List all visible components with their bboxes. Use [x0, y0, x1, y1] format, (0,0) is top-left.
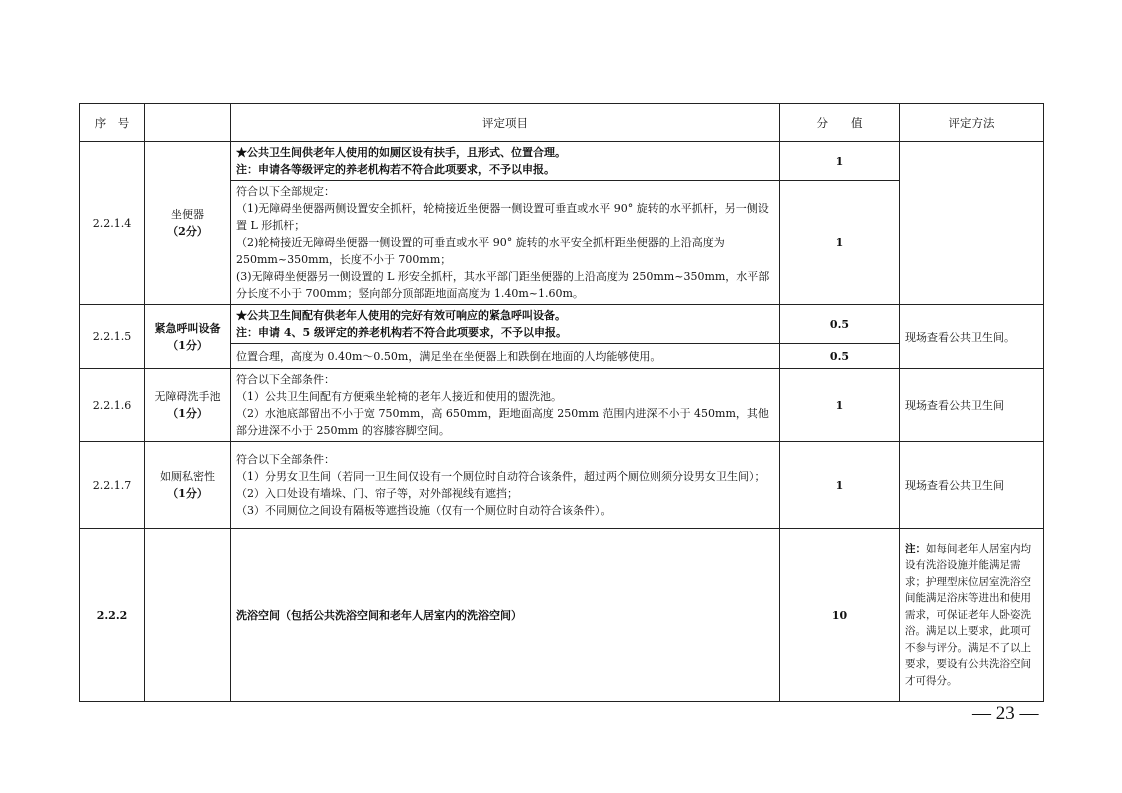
table-row [80, 369, 1044, 442]
item-points: （2分） [167, 225, 208, 238]
table-row [80, 305, 1044, 344]
method-cell: 现场查看公共卫生间。 [900, 305, 1044, 369]
header-score: 分 值 [780, 104, 900, 142]
header-method: 评定方法 [900, 104, 1044, 142]
requirement-line: （1）公共卫生间配有方便乘坐轮椅的老年人接近和使用的盥洗池。 [236, 390, 562, 403]
score-value: 1 [780, 181, 900, 305]
score-value: 0.5 [780, 305, 900, 344]
row-name [145, 305, 231, 369]
requirement-text [231, 305, 780, 344]
header-item: 评定项目 [231, 104, 780, 142]
requirement-line: ★公共卫生间配有供老年人使用的完好有效可响应的紧急呼叫设备。 [236, 309, 566, 322]
requirement-text: 洗浴空间（包括公共洗浴空间和老年人居室内的洗浴空间） [231, 529, 780, 702]
row-name [145, 442, 231, 529]
requirement-line: （1）分男女卫生间（若同一卫生间仅设有一个厕位时自动符合该条件，超过两个厕位则须分设男女卫生间）； [236, 470, 766, 483]
method-cell: 现场查看公共卫生间 [900, 369, 1044, 442]
item-points: （1分） [167, 338, 208, 352]
item-points: （1分） [167, 487, 208, 500]
table-row [80, 442, 1044, 529]
row-name [145, 142, 231, 305]
requirement-note: 注：申请各等级评定的养老机构若不符合此项要求，不予以申报。 [236, 163, 555, 176]
header-blank [145, 104, 231, 142]
page-number: — 23 — [972, 703, 1039, 724]
table-row [80, 529, 1044, 702]
method-cell [900, 142, 1044, 305]
note-text: 如每间老年人居室内均设有洗浴设施并能满足需求；护理型床位居室洗浴空间能满足浴床等进出和使用需求，可保证老年人卧姿洗浴。满足以上要求，此项可不参与评分。满足不了以上要求，要设有公共洗浴空间才可得分。 [905, 542, 1031, 687]
header-no: 序 号 [80, 104, 145, 142]
requirement-line: （1)无障碍坐便器两侧设置安全抓杆，轮椅接近坐便器一侧设置可垂直或水平 90° 旋转的水平抓杆，另一侧设置 L 形抓杆； [236, 202, 769, 232]
requirement-line: （2）水池底部留出不小于宽 750mm，高 650mm，距地面高度 250mm 范围内进深不小于 450mm，其他部分进深不小于 250mm 的容膝容脚空间。 [236, 407, 769, 437]
requirement-line: （2)轮椅接近无障碍坐便器一侧设置的可垂直或水平 90° 旋转的水平安全抓杆距坐便器的上沿高度为 250mm~350mm，长度不小于 700mm； [236, 236, 725, 266]
requirement-line: ★公共卫生间供老年人使用的如厕区设有扶手，且形式、位置合理。 [236, 146, 566, 159]
table-header-row [80, 104, 1044, 142]
row-number: 2.2.2 [80, 529, 145, 702]
item-points: （1分） [167, 407, 208, 420]
evaluation-table [79, 103, 1044, 702]
row-name [145, 529, 231, 702]
method-cell: 现场查看公共卫生间 [900, 442, 1044, 529]
requirement-text: 位置合理，高度为 0.40m～0.50m，满足坐在坐便器上和跌倒在地面的人均能够使用。 [231, 344, 780, 369]
score-value: 10 [780, 529, 900, 702]
row-number: 2.2.1.7 [80, 442, 145, 529]
method-note [900, 529, 1044, 702]
row-name [145, 369, 231, 442]
row-number: 2.2.1.5 [80, 305, 145, 369]
item-name: 无障碍洗手池 [154, 390, 221, 403]
score-value: 1 [780, 369, 900, 442]
item-name: 坐便器 [171, 208, 204, 221]
item-name: 紧急呼叫设备 [154, 321, 221, 335]
table-row [80, 142, 1044, 181]
requirement-text [231, 442, 780, 529]
score-value: 1 [780, 442, 900, 529]
requirement-text [231, 369, 780, 442]
requirement-text [231, 181, 780, 305]
note-label: 注： [905, 542, 926, 555]
score-value: 1 [780, 142, 900, 181]
requirement-line: 符合以下全部条件： [236, 453, 335, 466]
score-value: 0.5 [780, 344, 900, 369]
row-number: 2.2.1.6 [80, 369, 145, 442]
requirement-line: 符合以下全部条件： [236, 373, 335, 386]
requirement-note: 注：申请 4、5 级评定的养老机构若不符合此项要求，不予以申报。 [236, 326, 567, 339]
requirement-text [231, 142, 780, 181]
requirement-line: （3）不同厕位之间设有隔板等遮挡设施（仅有一个厕位时自动符合该条件）。 [236, 504, 612, 517]
requirement-line: (3)无障碍坐便器另一侧设置的 L 形安全抓杆，其水平部门距坐便器的上沿高度为 250mm~350mm，水平部分长度不小于 700mm；竖向部分顶部距地面高度为 1.40m~1.60m。 [236, 270, 770, 300]
row-number: 2.2.1.4 [80, 142, 145, 305]
requirement-line: 符合以下全部规定： [236, 185, 335, 198]
item-name: 如厕私密性 [160, 470, 215, 483]
requirement-line: （2）入口处设有墙垛、门、帘子等，对外部视线有遮挡； [236, 487, 518, 500]
